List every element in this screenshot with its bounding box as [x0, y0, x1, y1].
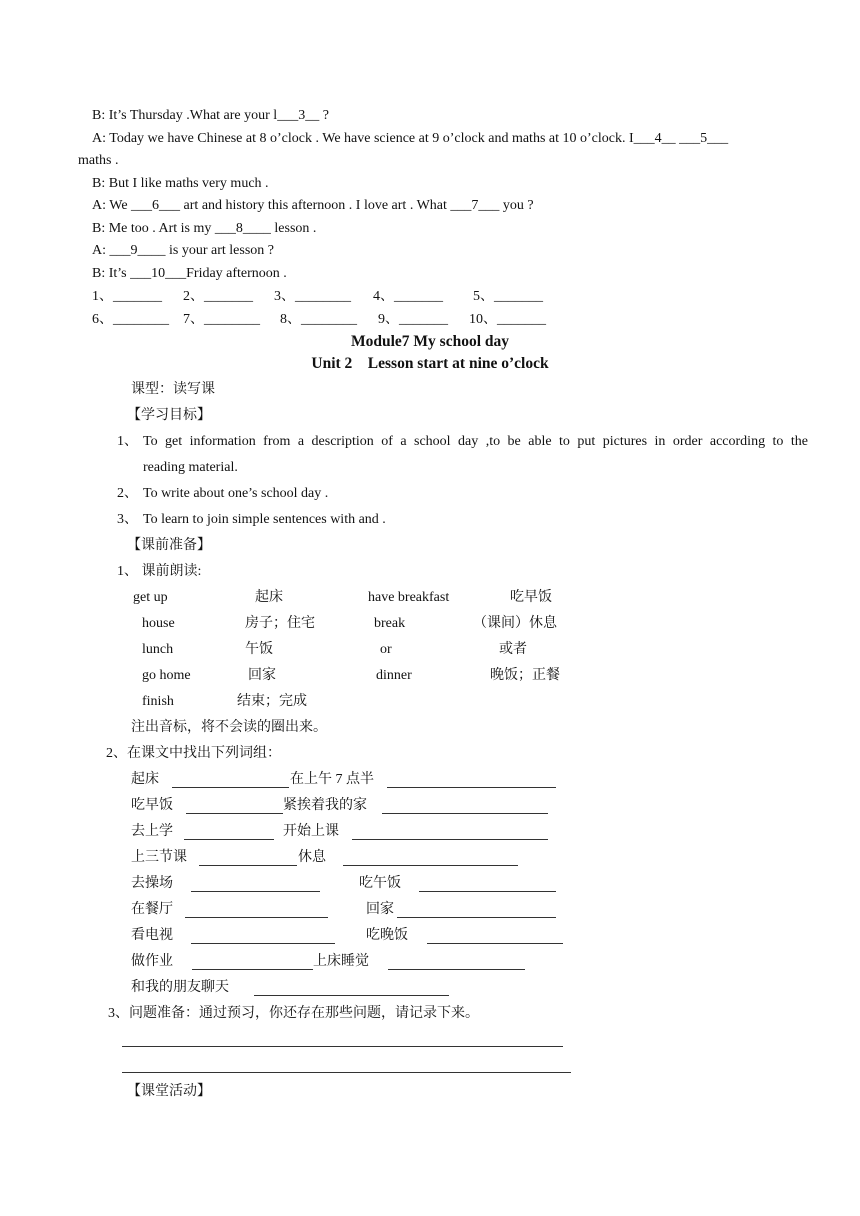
vocab-meaning: 房子；住宅: [245, 616, 315, 631]
answer-line[interactable]: [184, 839, 274, 840]
dialogue-line: A: We ___6___ art and history this afternoon . I love art . What ___7___ you ?: [92, 198, 534, 213]
vocab-meaning: 午饭: [245, 642, 273, 657]
vocab-meaning: 吃早饭: [510, 590, 552, 605]
answer-line[interactable]: [186, 813, 283, 814]
phrase-label: 起床: [131, 772, 159, 787]
answer-line[interactable]: [388, 969, 525, 970]
vocab-word: lunch: [142, 642, 174, 657]
answer-line[interactable]: [191, 943, 335, 944]
vocab-meaning: 回家: [248, 668, 276, 683]
phrase-label: 吃晚饭: [366, 928, 408, 943]
answer-line[interactable]: [122, 1072, 571, 1073]
phrase-label: 回家: [366, 902, 394, 917]
phrase-label: 在上午 7 点半: [290, 772, 374, 787]
goal-text: To write about one’s school day .: [143, 486, 329, 501]
phrase-label: 开始上课: [283, 824, 339, 839]
answer-line[interactable]: [343, 865, 518, 866]
phrase-label: 吃早饭: [131, 798, 173, 813]
answer-line[interactable]: [382, 813, 548, 814]
vocab-word: house: [142, 616, 175, 631]
vocab-word: break: [374, 616, 406, 631]
answer-line[interactable]: [192, 969, 313, 970]
answer-line[interactable]: [397, 917, 556, 918]
goal-text: reading material.: [143, 460, 238, 475]
answer-line[interactable]: [352, 839, 548, 840]
vocab-word: go home: [142, 668, 191, 683]
answer-line[interactable]: [185, 917, 328, 918]
dialogue-line: B: But I like maths very much .: [92, 176, 269, 191]
goal-number: 3、: [117, 512, 138, 527]
dialogue-line: B: It’s Thursday .What are your l___3__ ?: [92, 108, 329, 123]
phrase-label: 紧挨着我的家: [283, 798, 367, 813]
phrase-label: 和我的朋友聊天: [131, 980, 229, 995]
prep-title: 【课前准备】: [127, 538, 211, 553]
answer-blank[interactable]: 5、_______: [473, 289, 543, 304]
answer-line[interactable]: [254, 995, 449, 996]
answer-blank[interactable]: 9、_______: [378, 312, 448, 327]
answer-blank[interactable]: 4、_______: [373, 289, 443, 304]
prep-item3-title: 3、问题准备：通过预习，你还存在那些问题，请记录下来。: [108, 1006, 479, 1021]
phrase-label: 看电视: [131, 928, 173, 943]
goal-number: 1、: [117, 434, 138, 449]
vocab-meaning: 晚饭；正餐: [490, 668, 560, 683]
phrase-label: 在餐厅: [131, 902, 173, 917]
vocab-word: or: [380, 642, 392, 657]
vocab-meaning: 起床: [255, 590, 283, 605]
phrase-label: 上三节课: [131, 850, 187, 865]
goal-number: 2、: [117, 486, 138, 501]
answer-blank[interactable]: 6、________: [92, 312, 169, 327]
goal-text: To learn to join simple sentences with and .: [143, 512, 386, 527]
prep-item1-title: 1、 课前朗读:: [117, 564, 202, 579]
prep-note: 注出音标，将不会读的圈出来。: [131, 720, 327, 735]
vocab-meaning: （课间）休息: [473, 616, 557, 631]
answer-line[interactable]: [122, 1046, 563, 1047]
answer-blank[interactable]: 10、_______: [469, 312, 546, 327]
vocab-meaning: 结束；完成: [237, 694, 307, 709]
module-title: Module7 My school day: [350, 333, 510, 350]
vocab-word: dinner: [376, 668, 412, 683]
answer-line[interactable]: [191, 891, 320, 892]
answer-line[interactable]: [427, 943, 563, 944]
answer-blank[interactable]: 7、________: [183, 312, 260, 327]
answer-line[interactable]: [419, 891, 556, 892]
vocab-word: get up: [133, 590, 168, 605]
phrase-label: 休息: [298, 850, 326, 865]
phrase-label: 吃午饭: [359, 876, 401, 891]
answer-blank[interactable]: 8、________: [280, 312, 357, 327]
prep-item2-title: 2、在课文中找出下列词组：: [106, 746, 281, 761]
dialogue-line: A: ___9____ is your art lesson ?: [92, 243, 274, 258]
dialogue-line: B: It’s ___10___Friday afternoon .: [92, 266, 287, 281]
dialogue-line: A: Today we have Chinese at 8 o’clock . We have science at 9 o’clock and maths at 10 o’clock. I___4__ ___5___: [92, 131, 729, 146]
phrase-label: 去上学: [131, 824, 173, 839]
vocab-meaning: 或者: [499, 642, 527, 657]
unit-title: Unit 2 Lesson start at nine o’clock: [311, 355, 549, 372]
course-type: 课型：读写课: [131, 382, 215, 397]
answer-blank[interactable]: 3、________: [274, 289, 351, 304]
vocab-word: have breakfast: [368, 590, 450, 605]
phrase-label: 去操场: [131, 876, 173, 891]
goal-text: To get information from a description of a school day ,to be able to put pictures in order according to the: [143, 434, 808, 449]
phrase-label: 做作业: [131, 954, 173, 969]
phrase-label: 上床睡觉: [313, 954, 369, 969]
dialogue-line: maths .: [78, 153, 119, 168]
answer-line[interactable]: [199, 865, 297, 866]
answer-line[interactable]: [387, 787, 556, 788]
vocab-word: finish: [142, 694, 174, 709]
answer-blank[interactable]: 2、_______: [183, 289, 253, 304]
dialogue-line: B: Me too . Art is my ___8____ lesson .: [92, 221, 317, 236]
answer-line[interactable]: [172, 787, 289, 788]
goals-title: 【学习目标】: [127, 408, 211, 423]
activity-title: 【课堂活动】: [127, 1084, 211, 1099]
answer-blank[interactable]: 1、_______: [92, 289, 162, 304]
